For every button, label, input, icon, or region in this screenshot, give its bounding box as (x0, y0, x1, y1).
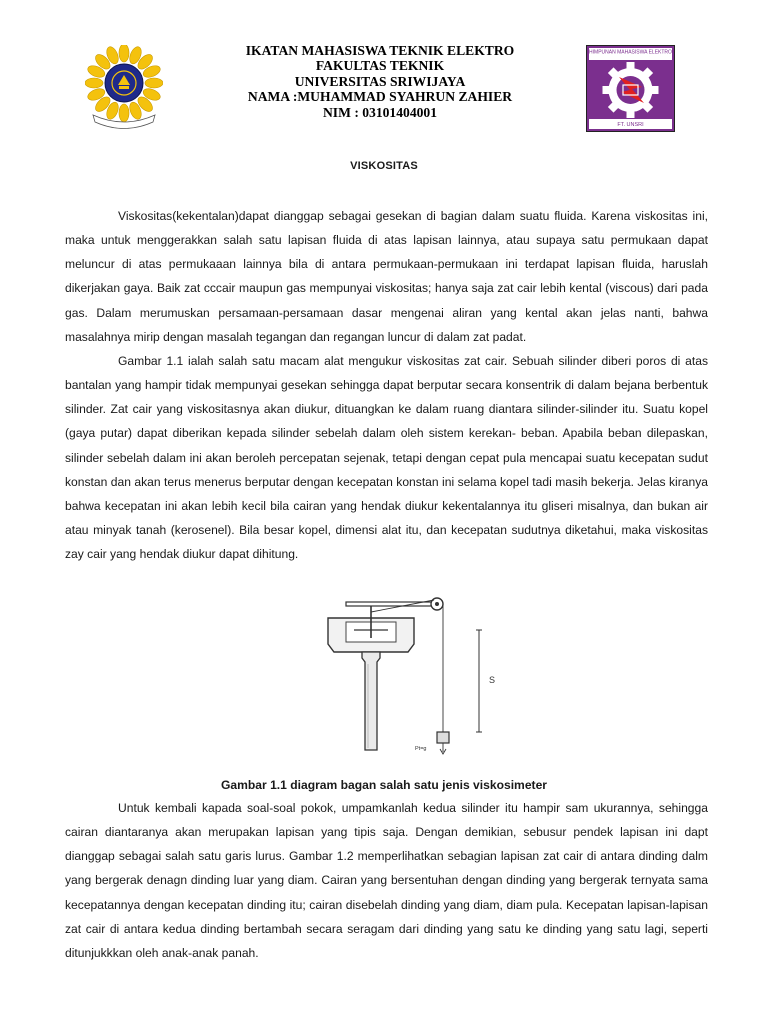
university-logo (85, 45, 163, 133)
page-title: VISKOSITAS (350, 160, 418, 172)
header-name: NAMA :MUHAMMAD SYAHRUN ZAHIER (247, 89, 513, 105)
paragraph-1-text: Viskositas(kekentalan)dapat dianggap sebagai gesekan di bagian dalam suatu fluida. Karena viskositas ini, maka untuk menggerakkan salah satu lapisan fluida di atas lapisan lainnya, atau supaya satu permukaan dapat meluncur di atas permukaaan lainnya bila di antara permukaan-permukaan ini terdapat lapisan fluida, haruslah dikerjakan gaya. Baik zat cccair maupun gas mempunyai viskositas; hanya saja zat cair lebih kental (viscous) dari pada gas. Dalam merumuskan persamaan-persamaan dasar mengenai aliran yang kental akan jelas nanti, bahwa masalahnya mirip dengan masalah tegangan dan regangan luncur di dalam zat padat. (65, 209, 708, 344)
hanging-weight (437, 732, 449, 743)
viscometer-diagram (316, 592, 506, 760)
figure-caption: Gambar 1.1 diagram bagan salah satu jenis viskosimeter (221, 778, 547, 792)
himpunan-logo (586, 45, 675, 132)
distance-label: S (488, 675, 496, 685)
header-org: IKATAN MAHASISWA TEKNIK ELEKTRO (245, 43, 515, 58)
header-nim: NIM : 03101404001 (322, 104, 438, 120)
document-header (180, 43, 580, 120)
logo-top-text: HIMPUNAN MAHASISWA ELEKTRO (589, 49, 672, 56)
header-faculty: FAKULTAS TEKNIK (315, 58, 445, 74)
paragraph-2 (65, 349, 708, 566)
logo-bottom-text: FT. UNSRI (617, 122, 644, 128)
header-university: UNIVERSITAS SRIWIJAYA (294, 73, 466, 89)
paragraph-2-text: Gambar 1.1 ialah salah satu macam alat mengukur viskositas zat cair. Sebuah silinder diberi poros di atas bantalan yang hampir tidak mempunyai gesekan sehingga dapat berputar secara konsentrik di dalam bejana berbentuk silinder. Zat cair yang viskositasnya akan diukur, dituangkan ke dalam ruang diantara silinder-silinder itu. Suatu kopel (gaya putar) dapat diberikan kepada silinder sebelah dalam oleh sistem kerekan- beban. Apabila beban dilepaskan, silinder sebelah dalam ini akan beroleh percepatan sejenak, tetapi dengan cepat pula mencapai suatu kecepatan sudut konstan dan akan terus menerus berputar dengan kecepatan konstan ini selama kopel tadi masih bekerja. Jelas kiranya bahwa kecepatan ini akan lebih kecil bila cairan yang hendak diukur kekentalannya itu gliseri misalnya, dan bukan air atau minyak tanah (kerosenel). Bila besar kopel, dimensi alat itu, dan kecepatan sudutnya diketahui, maka viskositas zay cair yang hendak diukur dapat dihitung. (65, 354, 708, 562)
paragraph-1 (65, 204, 708, 349)
stand (362, 652, 380, 750)
weight-label: Pt=g (415, 746, 427, 752)
paragraph-3 (65, 796, 708, 965)
paragraph-3-text: Untuk kembali kapada soal-soal pokok, umpamkanlah kedua silinder itu hampir sam ukurannya, sehingga cairan diantaranya akan merupakan lapisan yang tipis saja. Dengan demikian, sebusur pendek lapisan ini dapt dianggap sebagai salah satu garis lurus. Gambar 1.2 memperlihatkan sebagian lapisan zat cair di antara dinding dalm yang bergerak denagn dinding luar yang diam. Cairan yang bersentuhan dengan dinding yang bergerak ternyata sama kecepatannya dengan kecepatan dinding itu; cairan disebelah dinding yang diam, diam pula. Kecepatan lapisan-lapisan zat cair di antara kedua dinding bertambah secara seragam dari dinding yang satu ke dinding yang satu lagi, seperti ditunjukkkan oleh anak-anak panah. (65, 801, 708, 960)
